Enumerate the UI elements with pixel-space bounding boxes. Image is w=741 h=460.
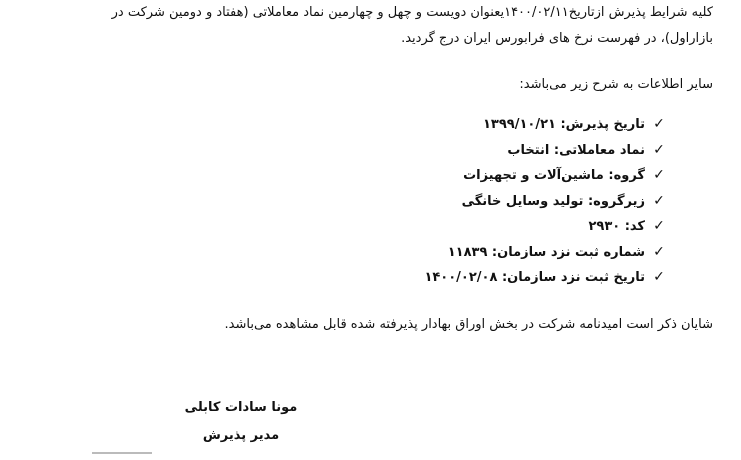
check-icon: ✓	[653, 269, 665, 285]
check-icon: ✓	[653, 218, 665, 234]
list-item	[424, 240, 667, 266]
list-item	[424, 189, 667, 215]
closing-paragraph: شایان ذکر است امیدنامه شرکت در بخش اوراق بهادار پذیرفته شده قابل مشاهده می‌باشد.	[224, 317, 713, 332]
check-icon: ✓	[653, 116, 665, 132]
list-item	[424, 163, 667, 189]
check-icon: ✓	[653, 243, 665, 260]
info-lead-text: سایر اطلاعات به شرح زیر می‌باشد:	[519, 77, 713, 92]
list-item	[424, 265, 667, 291]
check-icon: ✓	[653, 141, 665, 158]
item-text: تاریخ پذیرش: ۱۳۹۹/۱۰/۲۱	[482, 117, 645, 132]
item-text: زیرگروه: تولید وسایل خانگی	[461, 193, 645, 209]
item-text: شماره ثبت نزد سازمان: ۱۱۸۳۹	[447, 244, 645, 260]
signatory-title: مدیر پذیرش	[202, 428, 280, 443]
intro-paragraph: کلیه شرایط پذیرش ازتاریخ۱۴۰۰/۰۲/۱۱یعنوان دویست و چهل و چهارمین نماد معاملاتی (هفتاد و دومین شرکت در بازاراول)، در فهرست نرخ های فرابورس ایران درج گردید.	[111, 5, 713, 46]
list-item	[424, 138, 667, 164]
item-text: گروه: ماشین‌آلات و تجهیزات	[463, 168, 645, 183]
item-text: تاریخ ثبت نزد سازمان: ۱۴۰۰/۰۲/۰۸	[424, 270, 645, 285]
check-icon: ✓	[653, 192, 665, 209]
list-item	[424, 214, 667, 240]
signature-mark	[92, 452, 152, 460]
list-item	[424, 112, 667, 138]
check-icon: ✓	[653, 167, 665, 183]
item-text: کد: ۲۹۳۰	[588, 219, 645, 234]
signatory-name: مونا سادات کابلی	[184, 400, 298, 415]
info-list	[424, 112, 667, 291]
item-text: نماد معاملاتی: انتخاب	[507, 142, 645, 158]
